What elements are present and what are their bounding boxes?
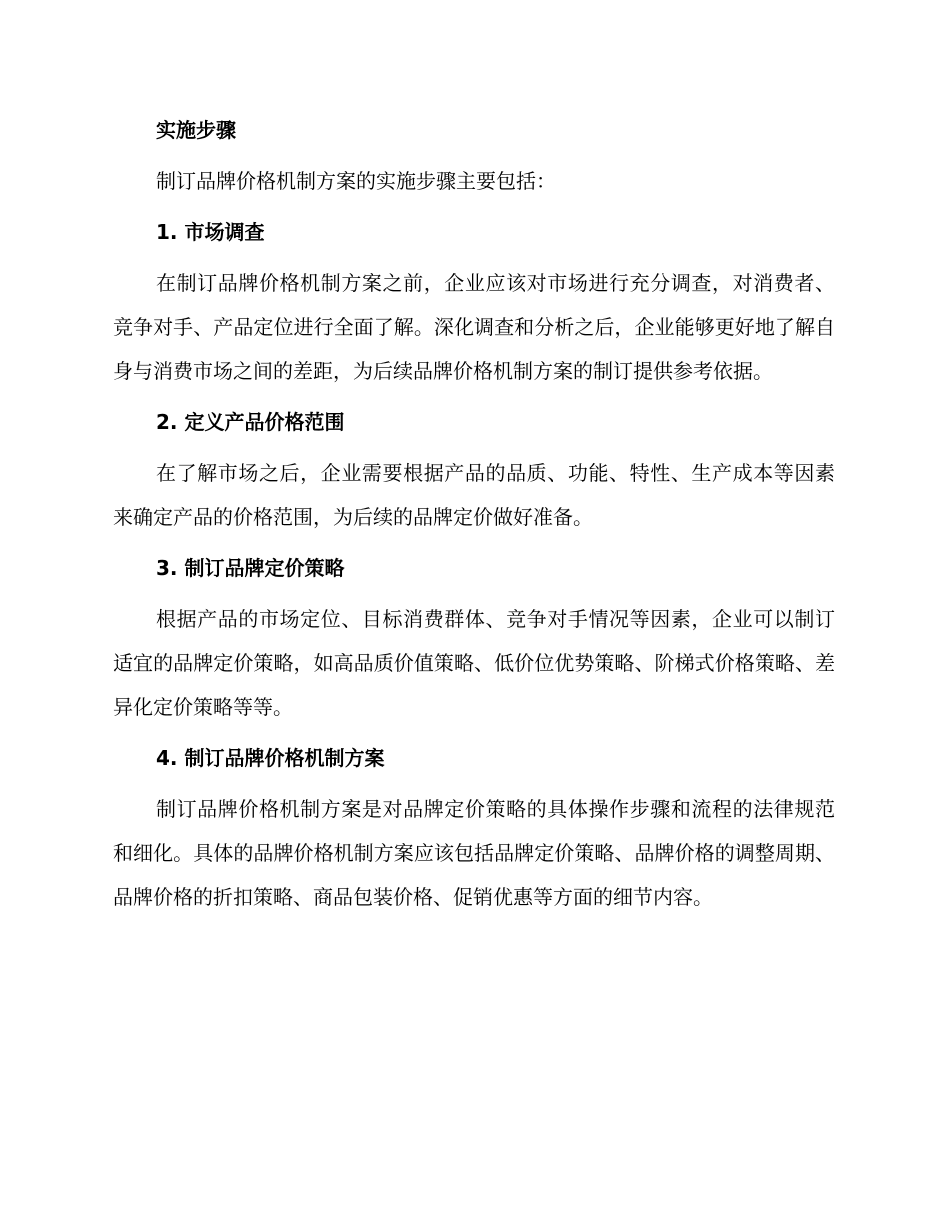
section-1-body: 在制订品牌价格机制方案之前，企业应该对市场进行充分调查，对消费者、竞争对手、产品定位进行全面了解。深化调查和分析之后，企业能够更好地了解自身与消费市场之间的差距，为后续品牌价格机制方案的制订提供参考依据。 (113, 271, 835, 383)
document-page (113, 108, 835, 926)
section-4-heading: 4. 制订品牌价格机制方案 (156, 746, 385, 770)
section-4-body: 制订品牌价格机制方案是对品牌定价策略的具体操作步骤和流程的法律规范和细化。具体的品牌价格机制方案应该包括品牌定价策略、品牌价格的调整周期、品牌价格的折扣策略、商品包装价格、促销优惠等方面的细节内容。 (113, 797, 835, 909)
section-3-heading: 3. 制订品牌定价策略 (156, 556, 345, 580)
document-title: 实施步骤 (156, 118, 236, 142)
section-3-body: 根据产品的市场定位、目标消费群体、竞争对手情况等因素，企业可以制订适宜的品牌定价策略，如高品质价值策略、低价位优势策略、阶梯式价格策略、差异化定价策略等等。 (113, 607, 835, 719)
section-2-heading: 2. 定义产品价格范围 (156, 410, 345, 434)
intro-paragraph: 制订品牌价格机制方案的实施步骤主要包括： (156, 169, 556, 193)
section-1-heading: 1. 市场调查 (156, 220, 265, 244)
section-2-body: 在了解市场之后，企业需要根据产品的品质、功能、特性、生产成本等因素来确定产品的价格范围，为后续的品牌定价做好准备。 (113, 461, 835, 529)
